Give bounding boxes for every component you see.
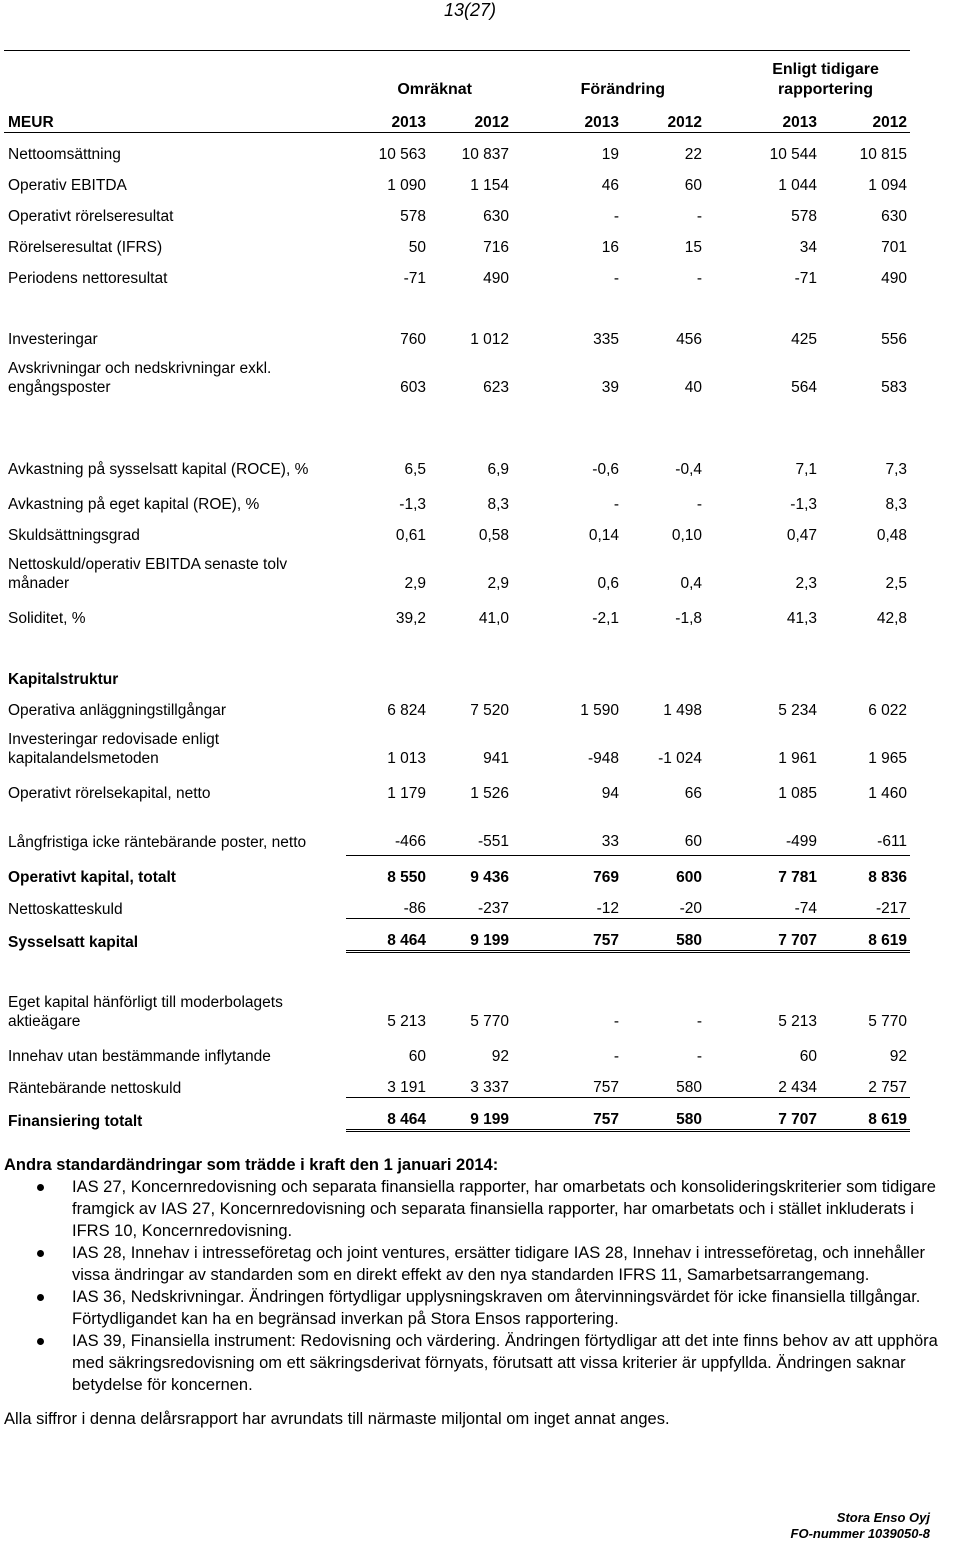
row-label: Räntebärande nettoskuld [8, 1079, 182, 1097]
value-cell: 757 [593, 1079, 620, 1096]
value-cell: -1,8 [675, 610, 703, 627]
value-cell: -71 [794, 270, 818, 287]
table-row [4, 856, 910, 888]
value-cell: 716 [483, 239, 510, 256]
value-cell: 6,9 [487, 461, 510, 478]
value-cell: 39,2 [395, 610, 426, 627]
value-cell: 1 085 [778, 785, 818, 802]
value-cell: 757 [512, 1098, 622, 1131]
table-row [4, 1098, 910, 1131]
financial-table [4, 52, 910, 1132]
value-cell: -20 [679, 900, 703, 917]
note-item [4, 1176, 952, 1242]
value-cell: -499 [785, 833, 818, 850]
row-label: Eget kapital hänförligt till moderbolagets aktieägare [8, 994, 283, 1030]
value-cell: 941 [483, 750, 510, 767]
spacer-row [4, 401, 910, 431]
value-cell: 630 [483, 208, 510, 225]
bullet-icon [37, 1250, 44, 1257]
value-cell: 8,3 [487, 496, 510, 513]
year-cell: 2012 [429, 102, 512, 133]
value-cell: - [696, 496, 703, 513]
table-row [4, 919, 910, 952]
value-cell: 1 460 [868, 785, 908, 802]
value-cell: 60 [684, 833, 703, 850]
row-label: Rörelseresultat (IFRS) [8, 239, 163, 256]
value-cell: 7 707 [705, 919, 820, 952]
value-cell: 8 619 [820, 919, 910, 952]
value-cell: 701 [881, 239, 908, 256]
table-row [4, 514, 910, 545]
value-cell: 9 436 [429, 856, 512, 888]
value-cell: 580 [622, 919, 705, 952]
page-number: 13(27) [443, 0, 497, 20]
row-label: Innehav utan bestämmande inflytande [8, 1048, 271, 1065]
value-cell: 1 526 [470, 785, 510, 802]
year-cell: 2012 [820, 102, 910, 133]
value-cell: 1 965 [868, 750, 908, 767]
value-cell: 623 [483, 379, 510, 396]
value-cell: 40 [684, 379, 703, 396]
spacer-row [4, 952, 910, 984]
value-cell: 8 619 [820, 1098, 910, 1131]
row-label: Avkastning på sysselsatt kapital (ROCE), % [8, 461, 309, 478]
header-change: Förändring [580, 81, 666, 98]
value-cell: -217 [876, 900, 908, 917]
value-cell: -71 [403, 270, 426, 287]
standards-notes [4, 1154, 952, 1430]
table-row [4, 887, 910, 919]
value-cell: 10 837 [461, 146, 510, 163]
top-rule [4, 50, 910, 51]
row-label: Nettoskatteskuld [8, 900, 123, 918]
value-cell: - [613, 1048, 620, 1065]
year-cell: 2013 [705, 102, 820, 133]
value-cell: 60 [408, 1048, 426, 1065]
value-cell: 0,6 [597, 575, 620, 592]
value-cell: 2,9 [404, 575, 426, 592]
value-cell: -466 [394, 833, 426, 850]
year-cell: 2013 [346, 102, 429, 133]
note-item [4, 1330, 952, 1396]
value-cell: 1 498 [663, 702, 703, 719]
value-cell: 335 [593, 331, 620, 348]
value-cell: 19 [601, 146, 620, 163]
value-cell: 5 770 [470, 1013, 510, 1030]
row-label: Nettoomsättning [8, 146, 121, 163]
value-cell: 92 [491, 1048, 510, 1065]
row-label: Operativa anläggningstillgångar [8, 702, 227, 719]
table-row [4, 772, 910, 803]
value-cell: - [613, 208, 620, 225]
value-cell: -74 [794, 900, 818, 917]
value-cell: 7,3 [885, 461, 908, 478]
value-cell: 46 [601, 177, 620, 194]
note-text: IAS 36, Nedskrivningar. Ändringen förtydligar upplysningskraven om återvinningsvärdet för icke finansiella tillgångar. Förtydligandet kan ha en begränsad inverkan på Stora Ensos rapportering. [72, 1288, 921, 1328]
note-text: IAS 39, Finansiella instrument: Redovisning och värdering. Ändringen förtydligar att det inte finns behov av att upphöra med säkringsredovisning om ett säkringsderivat förnyats, förutsatt att vissa kriterier är uppfyllda. Ändringen saknar betydelse för koncernen. [72, 1332, 938, 1394]
value-cell: 6 022 [868, 702, 908, 719]
value-cell: 50 [408, 239, 426, 256]
value-cell: 578 [400, 208, 426, 225]
value-cell: -237 [477, 900, 510, 917]
unit-label: MEUR [4, 102, 346, 133]
value-cell: 578 [791, 208, 818, 225]
value-cell: 60 [684, 177, 703, 194]
footer [791, 1510, 930, 1542]
value-cell: 42,8 [876, 610, 908, 627]
header-restated: Omräknat [397, 81, 473, 98]
value-cell: 490 [881, 270, 908, 287]
value-cell: 425 [791, 331, 818, 348]
table-row [4, 318, 910, 349]
value-cell: 8 836 [820, 856, 910, 888]
spacer-cell [4, 401, 910, 431]
value-cell: - [696, 208, 703, 225]
value-cell: - [613, 270, 620, 287]
value-cell: 2,3 [795, 575, 818, 592]
table-row [4, 597, 910, 628]
value-cell: 3 191 [387, 1079, 426, 1096]
table-row [4, 133, 910, 165]
value-cell: 600 [622, 856, 705, 888]
row-label: Operativt rörelsekapital, netto [8, 785, 211, 802]
value-cell: 1 961 [778, 750, 818, 767]
group-header-row [4, 52, 910, 102]
value-cell: 10 544 [769, 146, 818, 163]
notes-title: Andra standardändringar som trädde i kraft den 1 januari 2014: [4, 1156, 499, 1174]
note-item [4, 1286, 952, 1330]
value-cell: 760 [400, 331, 426, 348]
value-cell: 33 [601, 833, 620, 850]
value-cell: -86 [403, 900, 426, 917]
value-cell: 583 [881, 379, 908, 396]
value-cell: 5 234 [778, 702, 818, 719]
value-cell: 7 781 [705, 856, 820, 888]
value-cell: 16 [601, 239, 620, 256]
value-cell: 5 213 [778, 1013, 818, 1030]
company-name: Stora Enso Oyj [836, 1510, 930, 1525]
value-cell: 1 179 [387, 785, 426, 802]
value-cell: 6 824 [387, 702, 426, 719]
value-cell: 60 [799, 1048, 818, 1065]
year-cell: 2013 [512, 102, 622, 133]
value-cell: 5 770 [868, 1013, 908, 1030]
table-row [4, 689, 910, 720]
value-cell: 490 [483, 270, 510, 287]
value-cell: - [613, 496, 620, 513]
table-row [4, 164, 910, 195]
value-cell: 630 [881, 208, 908, 225]
value-cell: 7 707 [705, 1098, 820, 1131]
row-label: Avskrivningar och nedskrivningar exkl. engångsposter [8, 360, 272, 396]
row-label: Soliditet, % [8, 610, 86, 627]
value-cell: 39 [601, 379, 620, 396]
value-cell: 10 563 [378, 146, 426, 163]
value-cell: 7,1 [795, 461, 818, 478]
value-cell: 41,0 [478, 610, 510, 627]
section-title: Kapitalstruktur [8, 671, 119, 688]
table-row [4, 1066, 910, 1098]
value-cell: 2,9 [487, 575, 510, 592]
value-cell: 8,3 [885, 496, 908, 513]
value-cell: 2 757 [868, 1079, 908, 1096]
row-label: Operativt kapital, totalt [8, 869, 176, 886]
table-row [4, 483, 910, 514]
spacer-cell [4, 952, 910, 984]
value-cell: 0,4 [680, 575, 703, 592]
value-cell: 580 [676, 1079, 703, 1096]
note-item [4, 1242, 952, 1286]
value-cell: 8 464 [346, 1098, 429, 1131]
value-cell: -0,4 [675, 461, 703, 478]
rounding-note: Alla siffror i denna delårsrapport har avrundats till närmaste miljontal om inget annat anges. [4, 1410, 670, 1428]
value-cell: 15 [684, 239, 703, 256]
value-cell: 0,10 [671, 527, 703, 544]
value-cell: 769 [512, 856, 622, 888]
row-label: Skuldsättningsgrad [8, 527, 140, 544]
value-cell: 3 337 [470, 1079, 510, 1096]
row-label: Investeringar redovisade enligt kapitalandelsmetoden [8, 731, 220, 767]
value-cell: 94 [601, 785, 620, 802]
table-row [4, 349, 910, 401]
value-cell: 5 213 [387, 1013, 426, 1030]
note-text: IAS 28, Innehav i intresseföretag och joint ventures, ersätter tidigare IAS 28, Innehav i intresseföretag, och innehåller vissa ändringar av standarden som en direkt effekt av den nya standarden IFRS 11, Samarbetsarrangemang. [72, 1244, 925, 1284]
row-label: Operativ EBITDA [8, 177, 127, 194]
table-row [4, 431, 910, 483]
value-cell: -948 [587, 750, 620, 767]
value-cell: 1 154 [470, 177, 510, 194]
value-cell: -551 [477, 833, 510, 850]
year-header-row [4, 102, 910, 133]
value-cell: 0,48 [876, 527, 908, 544]
section-title-row [4, 658, 910, 689]
row-label: Långfristiga icke räntebärande poster, netto [8, 833, 307, 851]
value-cell: 1 013 [387, 750, 426, 767]
value-cell: 1 012 [470, 331, 510, 348]
table-row [4, 1035, 910, 1066]
value-cell: 9 199 [429, 919, 512, 952]
table-row [4, 195, 910, 226]
value-cell: -1 024 [658, 750, 703, 767]
value-cell: 92 [889, 1048, 908, 1065]
value-cell: -12 [596, 900, 620, 917]
table-row [4, 545, 910, 597]
value-cell: 757 [512, 919, 622, 952]
row-label: Periodens nettoresultat [8, 270, 168, 287]
header-previously-reported: Enligt tidigare rapportering [772, 61, 879, 98]
spacer-row [4, 628, 910, 658]
value-cell: 0,58 [478, 527, 510, 544]
value-cell: 10 815 [859, 146, 908, 163]
row-label: Investeringar [8, 331, 98, 348]
value-cell: -2,1 [592, 610, 620, 627]
value-cell: 556 [881, 331, 908, 348]
value-cell: 0,14 [588, 527, 620, 544]
value-cell: - [696, 270, 703, 287]
year-cell: 2012 [622, 102, 705, 133]
bullet-icon [37, 1294, 44, 1301]
row-label: Finansiering totalt [8, 1112, 143, 1130]
bullet-icon [37, 1338, 44, 1345]
value-cell: 456 [676, 331, 703, 348]
value-cell: 66 [684, 785, 703, 802]
value-cell: 580 [622, 1098, 705, 1131]
spacer-row [4, 288, 910, 318]
value-cell: -1,3 [790, 496, 818, 513]
value-cell: 0,61 [395, 527, 426, 544]
table-row [4, 803, 910, 856]
value-cell: 22 [684, 146, 703, 163]
table-row [4, 226, 910, 257]
value-cell: 7 520 [470, 702, 510, 719]
bullet-icon [37, 1184, 44, 1191]
spacer-cell [4, 288, 910, 318]
value-cell: 0,47 [786, 527, 818, 544]
value-cell: 1 094 [868, 177, 908, 194]
value-cell: 2,5 [885, 575, 908, 592]
value-cell: 1 590 [580, 702, 620, 719]
value-cell: 34 [799, 239, 818, 256]
table-row [4, 983, 910, 1035]
row-label: Sysselsatt kapital [8, 933, 139, 951]
table-row [4, 257, 910, 288]
row-label: Avkastning på eget kapital (ROE), % [8, 496, 260, 513]
value-cell: 6,5 [404, 461, 426, 478]
value-cell: 8 464 [346, 919, 429, 952]
value-cell: - [696, 1048, 703, 1065]
value-cell: - [613, 1013, 620, 1030]
value-cell: 564 [791, 379, 818, 396]
value-cell: -0,6 [592, 461, 620, 478]
value-cell: 603 [400, 379, 426, 396]
value-cell: 9 199 [429, 1098, 512, 1131]
table-row [4, 720, 910, 772]
row-label: Nettoskuld/operativ EBITDA senaste tolv månader [8, 556, 288, 592]
spacer-cell [4, 628, 910, 658]
value-cell: 2 434 [778, 1079, 818, 1096]
value-cell: - [696, 1013, 703, 1030]
registration-number: FO-nummer 1039050-8 [790, 1526, 930, 1541]
value-cell: 1 044 [778, 177, 818, 194]
note-text: IAS 27, Koncernredovisning och separata finansiella rapporter, har omarbetats och konsolideringskriterier som tidigare framgick av IAS 27, Koncernredovisning och separata finansiella rapporter, har omarbetats och i stället inkluderats i IFRS 10, Koncernredovisning. [72, 1178, 936, 1240]
value-cell: -1,3 [399, 496, 426, 513]
value-cell: -611 [877, 833, 908, 850]
value-cell: 8 550 [346, 856, 429, 888]
value-cell: 1 090 [387, 177, 426, 194]
notes-list [4, 1176, 952, 1396]
row-label: Operativt rörelseresultat [8, 208, 174, 225]
value-cell: 41,3 [786, 610, 818, 627]
